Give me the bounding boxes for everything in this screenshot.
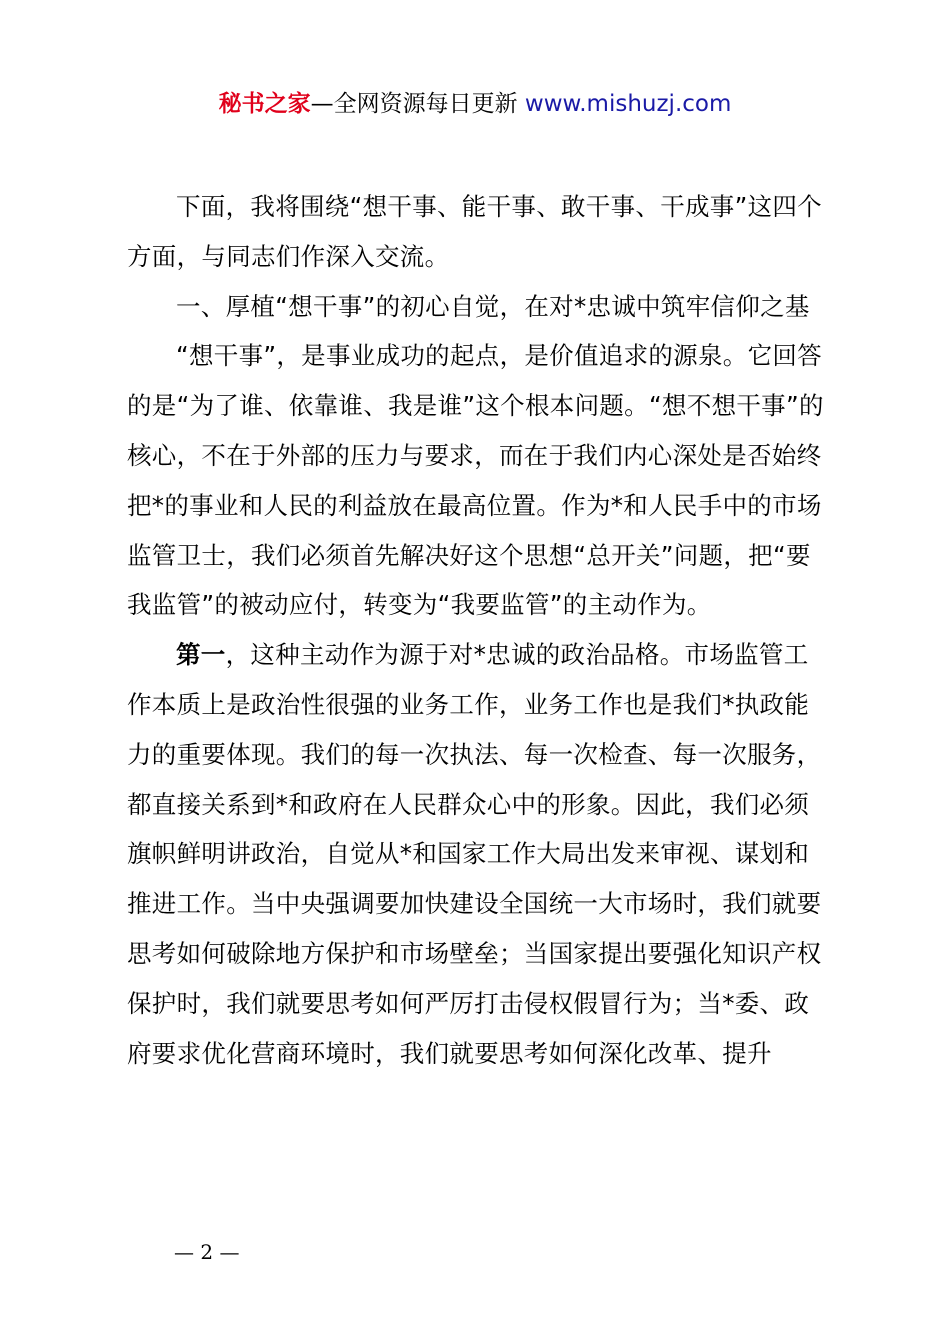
header-slogan: 全网资源每日更新 <box>333 91 518 117</box>
header-dash: — <box>310 91 334 117</box>
first-point-text: ，这种主动作为源于对*忠诚的政治品格。市场监管工作本质上是政治性很强的业务工作，业务工作也是我们*执政能力的重要体现。我们的每一次执法、每一次检查、每一次服务，都直接关系到*和政府在人民群众心中的形象。因此，我们必须旗帜鲜明讲政治，自觉从*和国家工作大局出发来审视、谋划和推进工作。当中央强调要加快建设全国统一大市场时，我们就要思考如何破除地方保护和市场壁垒；当国家提出要强化知识产权保护时，我们就要思考如何严厉打击侵权假冒行为；当*委、政府要求优化营商环境时，我们就要思考如何深化改革、提升 <box>127 640 822 1068</box>
paragraph-want-to-work: “想干事”，是事业成功的起点，是价值追求的源泉。它回答的是“为了谁、依靠谁、我是谁”这个根本问题。“想不想干事”的核心，不在于外部的压力与要求，而在于我们内心深处是否始终把*的事业和人民的利益放在最高位置。作为*和人民手中的市场监管卫士，我们必须首先解决好这个思想“总开关”问题，把“要我监管”的被动应付，转变为“我要监管”的主动作为。 <box>127 341 824 620</box>
paragraph-intro: 下面，我将围绕“想干事、能干事、敢干事、干成事”这四个方面，与同志们作深入交流。 <box>127 192 822 271</box>
page-number: — 2 — <box>174 1240 240 1264</box>
first-point-lead: 第一 <box>176 640 226 670</box>
document-body <box>127 182 833 1078</box>
site-header <box>0 88 950 120</box>
brand-name: 秘书之家 <box>218 91 311 117</box>
paragraph-first-point <box>127 630 833 1078</box>
site-url-link[interactable]: www.mishuzj.com <box>524 91 732 117</box>
section-heading-one: 一、厚植“想干事”的初心自觉，在对*忠诚中筑牢信仰之基 <box>176 291 810 321</box>
